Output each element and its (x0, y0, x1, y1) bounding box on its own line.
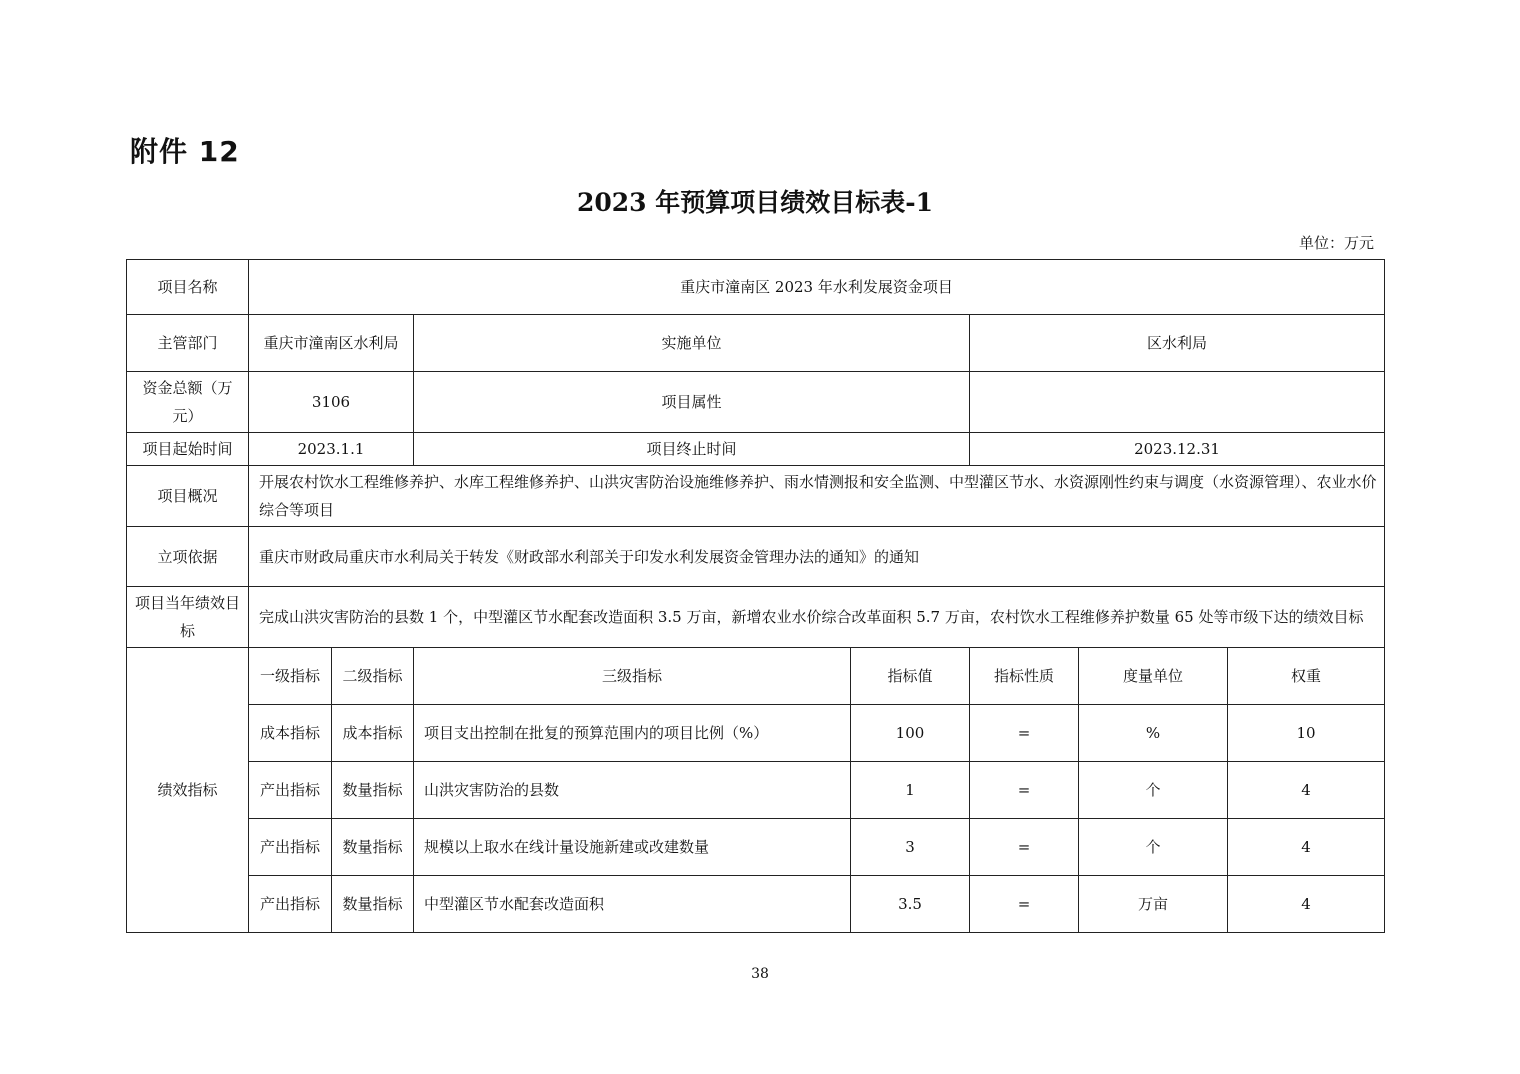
performance-target-table (126, 259, 1385, 933)
header-level3: 三级指标 (414, 648, 851, 705)
indicator-level3: 项目支出控制在批复的预算范围内的项目比例（%） (414, 705, 851, 762)
fund-label: 资金总额（万元） (127, 372, 249, 433)
indicator-level1: 产出指标 (249, 876, 332, 933)
start-time-label: 项目起始时间 (127, 433, 249, 466)
project-name-value: 重庆市潼南区 2023 年水利发展资金项目 (249, 260, 1385, 315)
indicator-weight: 4 (1228, 762, 1385, 819)
basis-label: 立项依据 (127, 527, 249, 587)
row-dates (127, 433, 1385, 466)
row-basis (127, 527, 1385, 587)
project-name-label: 项目名称 (127, 260, 249, 315)
fund-value: 3106 (249, 372, 414, 433)
indicator-level2: 数量指标 (332, 876, 414, 933)
indicator-level3: 山洪灾害防治的县数 (414, 762, 851, 819)
end-time-value: 2023.12.31 (970, 433, 1385, 466)
header-unit: 度量单位 (1079, 648, 1228, 705)
indicator-nature: = (970, 705, 1079, 762)
attribute-value (970, 372, 1385, 433)
unit-label: 单位：万元 (1298, 234, 1374, 252)
indicator-weight: 4 (1228, 876, 1385, 933)
indicator-value: 100 (851, 705, 970, 762)
overview-value: 开展农村饮水工程维修养护、水库工程维修养护、山洪灾害防治设施维修养护、雨水情测报和安全监测、中型灌区节水、水资源刚性约束与调度（水资源管理）、农业水价综合等项目 (249, 466, 1385, 527)
header-level2: 二级指标 (332, 648, 414, 705)
indicator-unit: % (1079, 705, 1228, 762)
row-annual-goal (127, 587, 1385, 648)
indicator-level3: 规模以上取水在线计量设施新建或改建数量 (414, 819, 851, 876)
annual-goal-label: 项目当年绩效目标 (127, 587, 249, 648)
header-weight: 权重 (1228, 648, 1385, 705)
attribute-label: 项目属性 (414, 372, 970, 433)
row-project-name (127, 260, 1385, 315)
header-value: 指标值 (851, 648, 970, 705)
indicator-nature: = (970, 819, 1079, 876)
annual-goal-value: 完成山洪灾害防治的县数 1 个，中型灌区节水配套改造面积 3.5 万亩，新增农业水价综合改革面积 5.7 万亩，农村饮水工程维修养护数量 65 处等市级下达的绩效目标 (249, 587, 1385, 648)
basis-value: 重庆市财政局重庆市水利局关于转发《财政部水利部关于印发水利发展资金管理办法的通知》的通知 (249, 527, 1385, 587)
indicator-nature: = (970, 876, 1079, 933)
indicator-value: 3.5 (851, 876, 970, 933)
row-department (127, 315, 1385, 372)
indicators-section-label: 绩效指标 (127, 648, 249, 933)
implementer-value: 区水利局 (970, 315, 1385, 372)
attachment-label: 附件 12 (130, 135, 240, 168)
page-number: 38 (751, 966, 769, 982)
indicator-row (127, 705, 1385, 762)
indicator-level1: 产出指标 (249, 819, 332, 876)
header-nature: 指标性质 (970, 648, 1079, 705)
indicator-unit: 个 (1079, 762, 1228, 819)
header-level1: 一级指标 (249, 648, 332, 705)
indicator-level2: 数量指标 (332, 819, 414, 876)
indicator-header-row (127, 648, 1385, 705)
overview-label: 项目概况 (127, 466, 249, 527)
indicator-row (127, 819, 1385, 876)
indicator-value: 1 (851, 762, 970, 819)
indicator-weight: 4 (1228, 819, 1385, 876)
end-time-label: 项目终止时间 (414, 433, 970, 466)
indicator-nature: = (970, 762, 1079, 819)
indicator-row (127, 876, 1385, 933)
row-overview (127, 466, 1385, 527)
page-title: 2023 年预算项目绩效目标表-1 (576, 188, 934, 217)
indicator-level3: 中型灌区节水配套改造面积 (414, 876, 851, 933)
indicator-unit: 万亩 (1079, 876, 1228, 933)
row-fund (127, 372, 1385, 433)
indicator-level2: 数量指标 (332, 762, 414, 819)
indicator-level2: 成本指标 (332, 705, 414, 762)
indicator-unit: 个 (1079, 819, 1228, 876)
indicator-level1: 产出指标 (249, 762, 332, 819)
department-value: 重庆市潼南区水利局 (249, 315, 414, 372)
start-time-value: 2023.1.1 (249, 433, 414, 466)
department-label: 主管部门 (127, 315, 249, 372)
indicator-weight: 10 (1228, 705, 1385, 762)
indicator-value: 3 (851, 819, 970, 876)
implementer-label: 实施单位 (414, 315, 970, 372)
indicator-row (127, 762, 1385, 819)
indicator-level1: 成本指标 (249, 705, 332, 762)
